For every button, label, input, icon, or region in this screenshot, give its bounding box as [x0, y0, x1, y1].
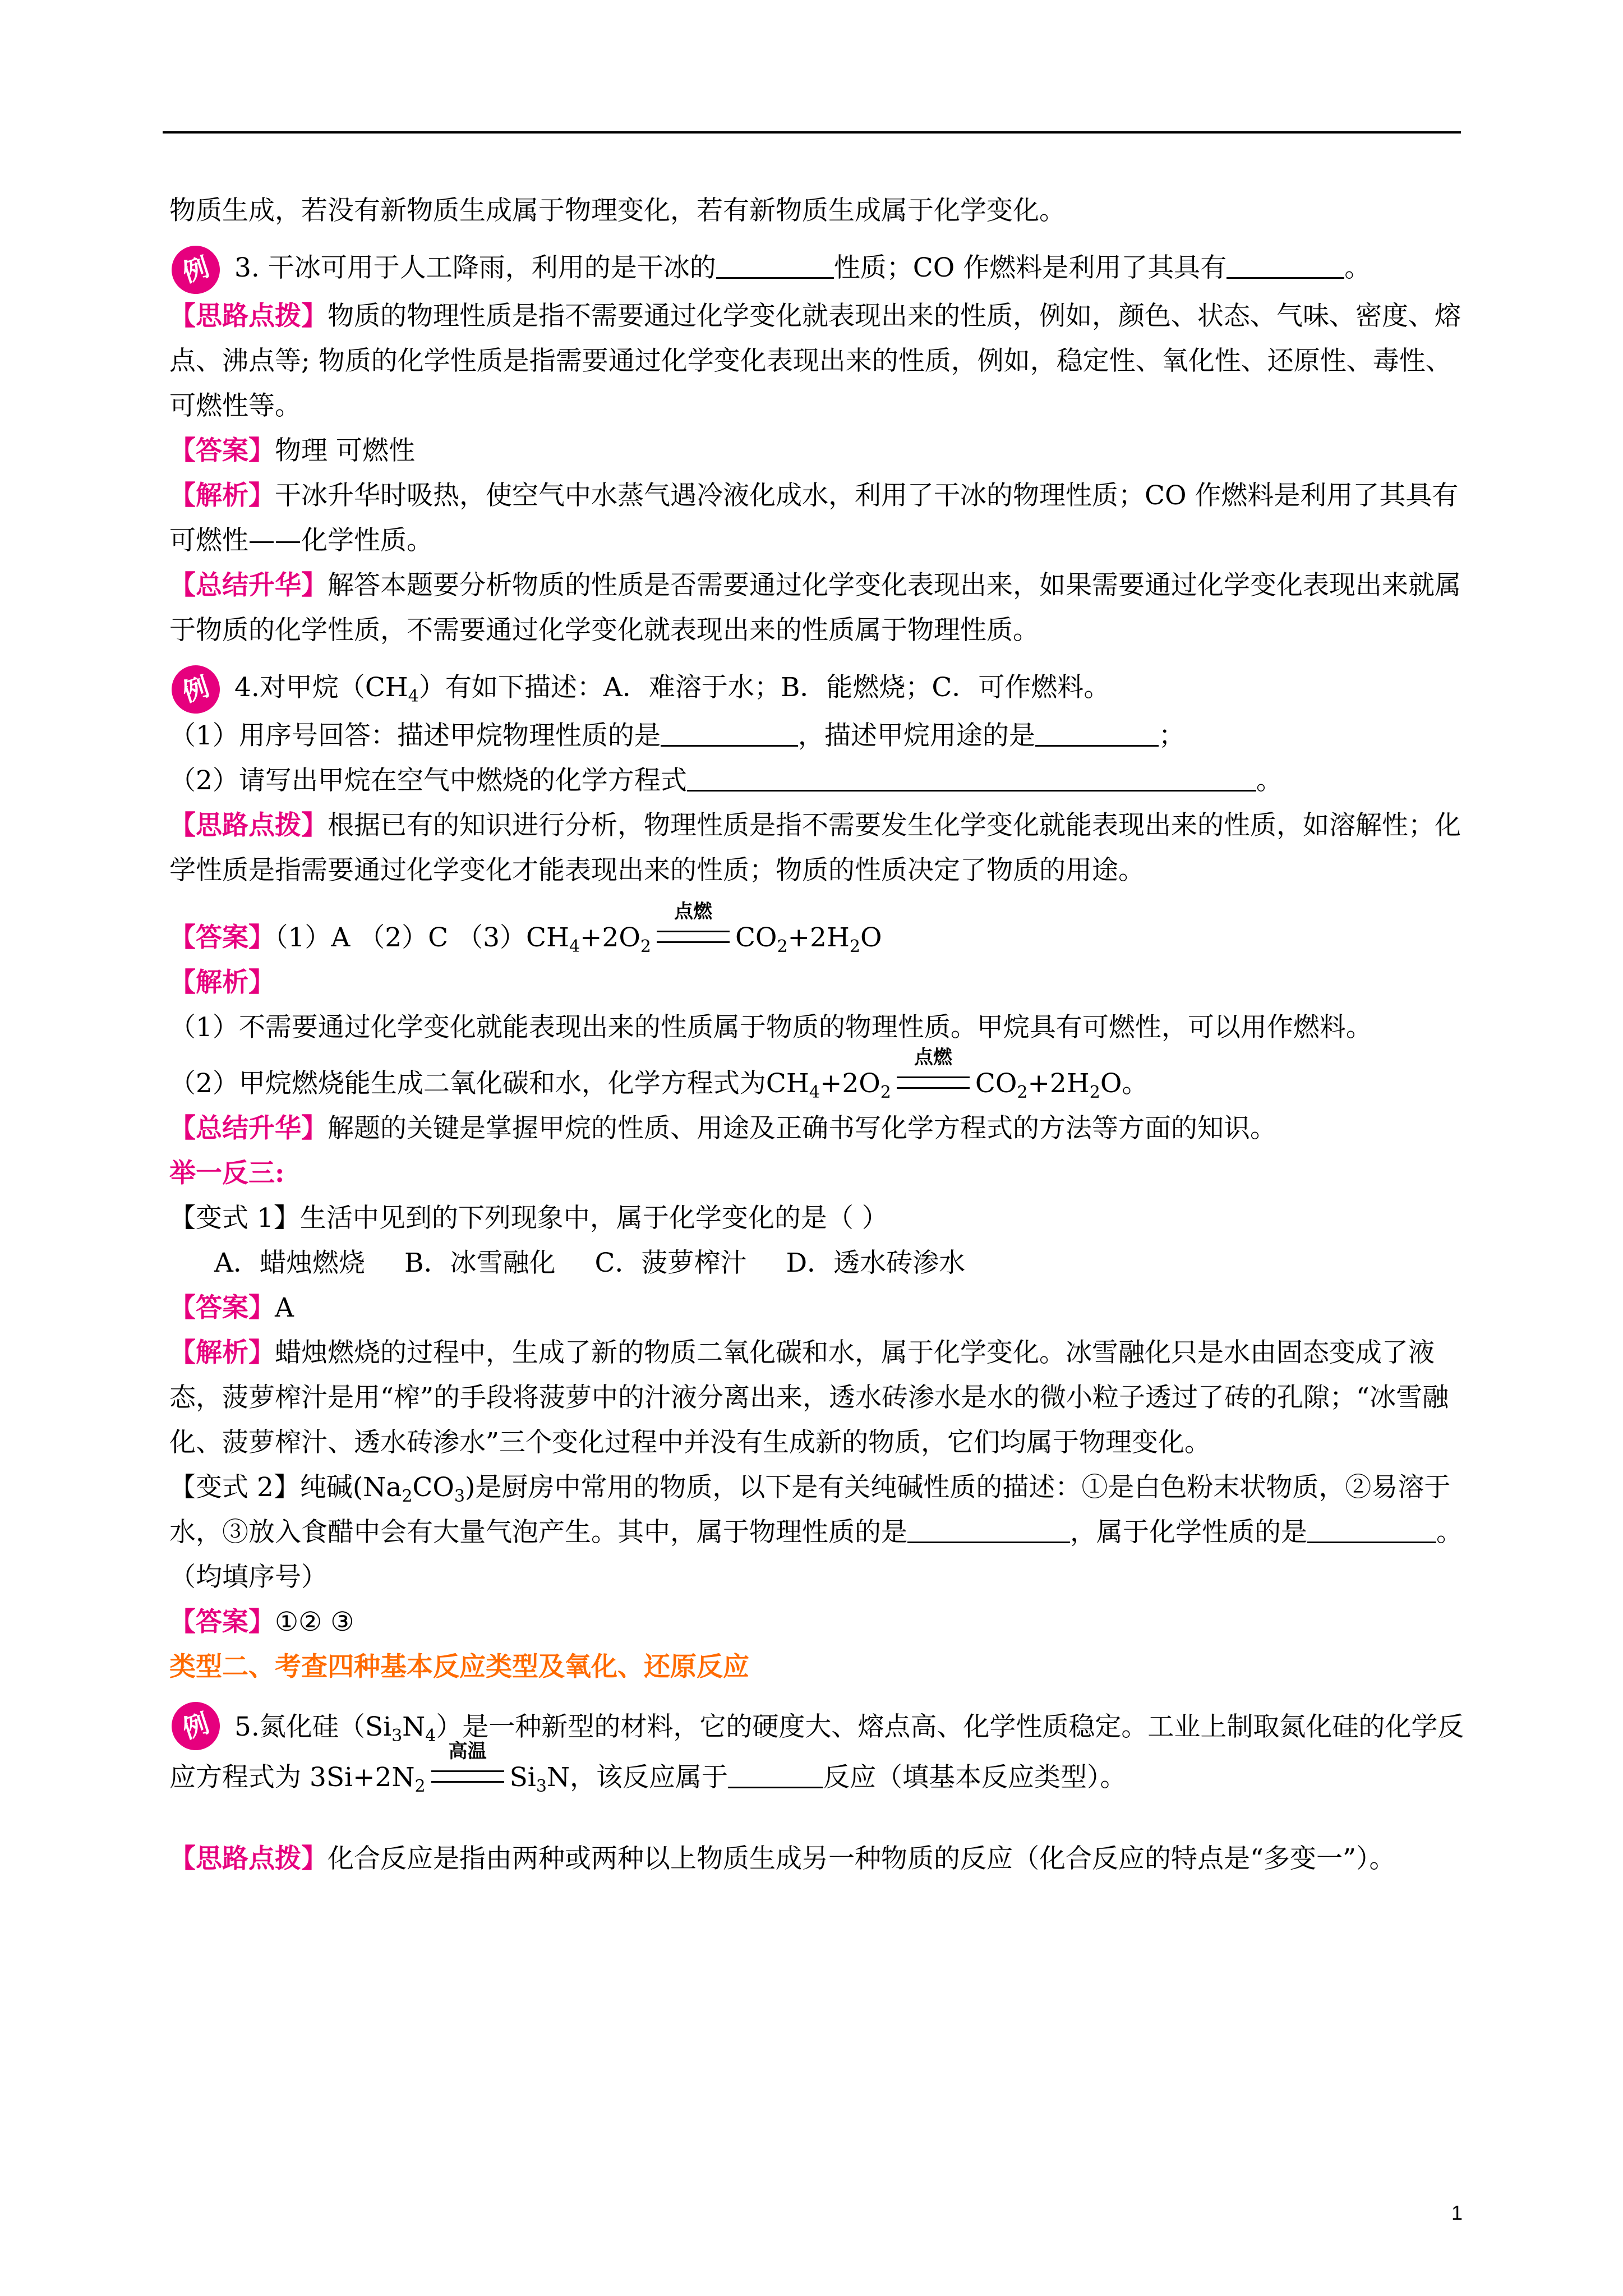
example-4-answer: 【答案】（1）A （2）C $(3)CH_4+2O_2$ 点燃 $CO_2+2H_2O$ — [169, 900, 882, 956]
page-number: 1 — [1451, 2201, 1463, 2224]
answer-blank — [1035, 720, 1159, 747]
example-4-explain-1: （1）不需要通过化学变化就能表现出来的性质属于物质的物理性质。甲烷具有可燃性，可以用作燃料。 — [169, 1012, 1372, 1043]
intro-line: 物质生成，若没有新物质生成属于物理变化，若有新物质生成属于化学变化。 — [169, 195, 1066, 226]
answer-blank — [716, 252, 834, 279]
example-3-explain: 【解析】干冰升华时吸热，使空气中水蒸气遇冷液化成水，利用了干冰的物理性质；CO 作燃料是利用了其具有可燃性——化学性质。 — [169, 480, 1459, 556]
answer-blank — [661, 720, 798, 747]
example-4-analysis: 【思路点拨】根据已有的知识进行分析，物理性质是指不需要发生化学变化就能表现出来的性质，如溶解性；化学性质是指需要通过化学变化才能表现出来的性质；物质的性质决定了物质的用途。 — [169, 810, 1461, 886]
example-3-analysis: 【思路点拨】物质的物理性质是指不需要通过化学变化就表现出来的性质，例如，颜色、状态、气味、密度、熔点、沸点等; 物质的化学性质是指需要通过化学变化表现出来的性质，例如，稳定性、氧化性、还原性、毒性、可燃性等。 — [169, 301, 1461, 421]
example-badge-icon: 例 — [165, 659, 226, 720]
document-body — [169, 188, 1470, 1881]
type-2-heading: 类型二、考查四种基本反应类型及氧化、还原反应 — [169, 1651, 749, 1682]
answer-blank — [687, 765, 1256, 792]
variant-1-question: 【变式 1】生活中见到的下列现象中，属于化学变化的是（ ） — [169, 1203, 888, 1234]
variant-1-answer: 【答案】A — [169, 1292, 294, 1323]
example-3-summary: 【总结升华】解答本题要分析物质的性质是否需要通过化学变化表现出来，如果需要通过化学变化表现出来就属于物质的化学性质，不需要通过化学变化就表现出来的性质属于物理性质。 — [169, 570, 1461, 646]
example-4-sub1: （1）用序号回答：描述甲烷物理性质的是 ，描述甲烷用途的是 ； — [169, 720, 1185, 751]
answer-blank — [1307, 1517, 1436, 1543]
example-4-summary: 【总结升华】解题的关键是掌握甲烷的性质、用途及正确书写化学方程式的方法等方面的知识。 — [169, 1113, 1276, 1144]
example-4-question: 例 4.对甲烷$(CH_4)$有如下描述：A．难溶于水；B．能燃烧；C．可作燃料。 — [169, 653, 1470, 714]
reaction-equals-sign: 点燃 — [897, 1076, 970, 1089]
choice-d: D．透水砖渗水 — [786, 1248, 966, 1278]
example-5-question: 例 5.氮化硅$(Si_3N_4)$是一种新型的材料，它的硬度大、熔点高、化学性质稳定。工业上制取氮化硅的化学反应方程式为 $3Si+2N_2$ 高温 $Si_3N$，该反应属于 反应（填基本反应类型）。 — [169, 1690, 1470, 1803]
answer-blank — [728, 1762, 823, 1788]
choice-b: B．冰雪融化 — [404, 1248, 556, 1278]
variant-1-explain: 【解析】蜡烛燃烧的过程中，生成了新的物质二氧化碳和水，属于化学变化。冰雪融化只是水由固态变成了液态，菠萝榨汁是用“榨”的手段将菠萝中的汁液分离出来，透水砖渗水是水的微小粒子透过了砖的孔隙；“冰雪融化、菠萝榨汁、透水砖渗水”三个变化过程中并没有生成新的物质，它们均属于物理变化。 — [169, 1337, 1449, 1458]
variant-1-choices — [169, 1241, 1470, 1286]
reaction-equals-sign: 高温 — [431, 1770, 504, 1783]
example-4-sub2: （2）请写出甲烷在空气中燃烧的化学方程式 。 — [169, 765, 1283, 796]
answer-blank — [907, 1517, 1070, 1543]
header-rule — [163, 131, 1461, 134]
example-5-analysis: 【思路点拨】化合反应是指由两种或两种以上物质生成另一种物质的反应（化合反应的特点是“多变一”）。 — [169, 1843, 1396, 1874]
variant-2-question: 【变式 2】纯碱$(Na_2CO_3)$是厨房中常用的物质，以下是有关纯碱性质的描述：①是白色粉末状物质，②易溶于水，③放入食醋中会有大量气泡产生。其中，属于物理性质的是 ，属于化学性质的是 。（均填序号） — [169, 1472, 1463, 1593]
example-badge-icon: 例 — [165, 240, 226, 300]
example-4-explain-2: （2）甲烷燃烧能生成二氧化碳和水，化学方程式为$CH_4+2O_2$ 点燃 $CO_2+2H_2O$。 — [169, 1046, 1149, 1102]
variant-2-answer: 【答案】①② ③ — [169, 1607, 354, 1637]
example-3-question: 例 3. 干冰可用于人工降雨，利用的是干冰的 性质；CO 作燃料是利用了其具有 。 — [169, 233, 1470, 294]
choice-c: C．菠萝榨汁 — [594, 1248, 747, 1278]
choice-a: A．蜡烛燃烧 — [214, 1248, 365, 1278]
example-3-answer: 【答案】物理 可燃性 — [169, 435, 415, 466]
reaction-equals-sign: 点燃 — [657, 931, 730, 943]
example-badge-icon: 例 — [165, 1696, 226, 1756]
answer-blank — [1227, 252, 1344, 279]
example-4-explain-tag: 【解析】 — [169, 967, 275, 998]
practice-heading: 举一反三: — [169, 1158, 285, 1189]
